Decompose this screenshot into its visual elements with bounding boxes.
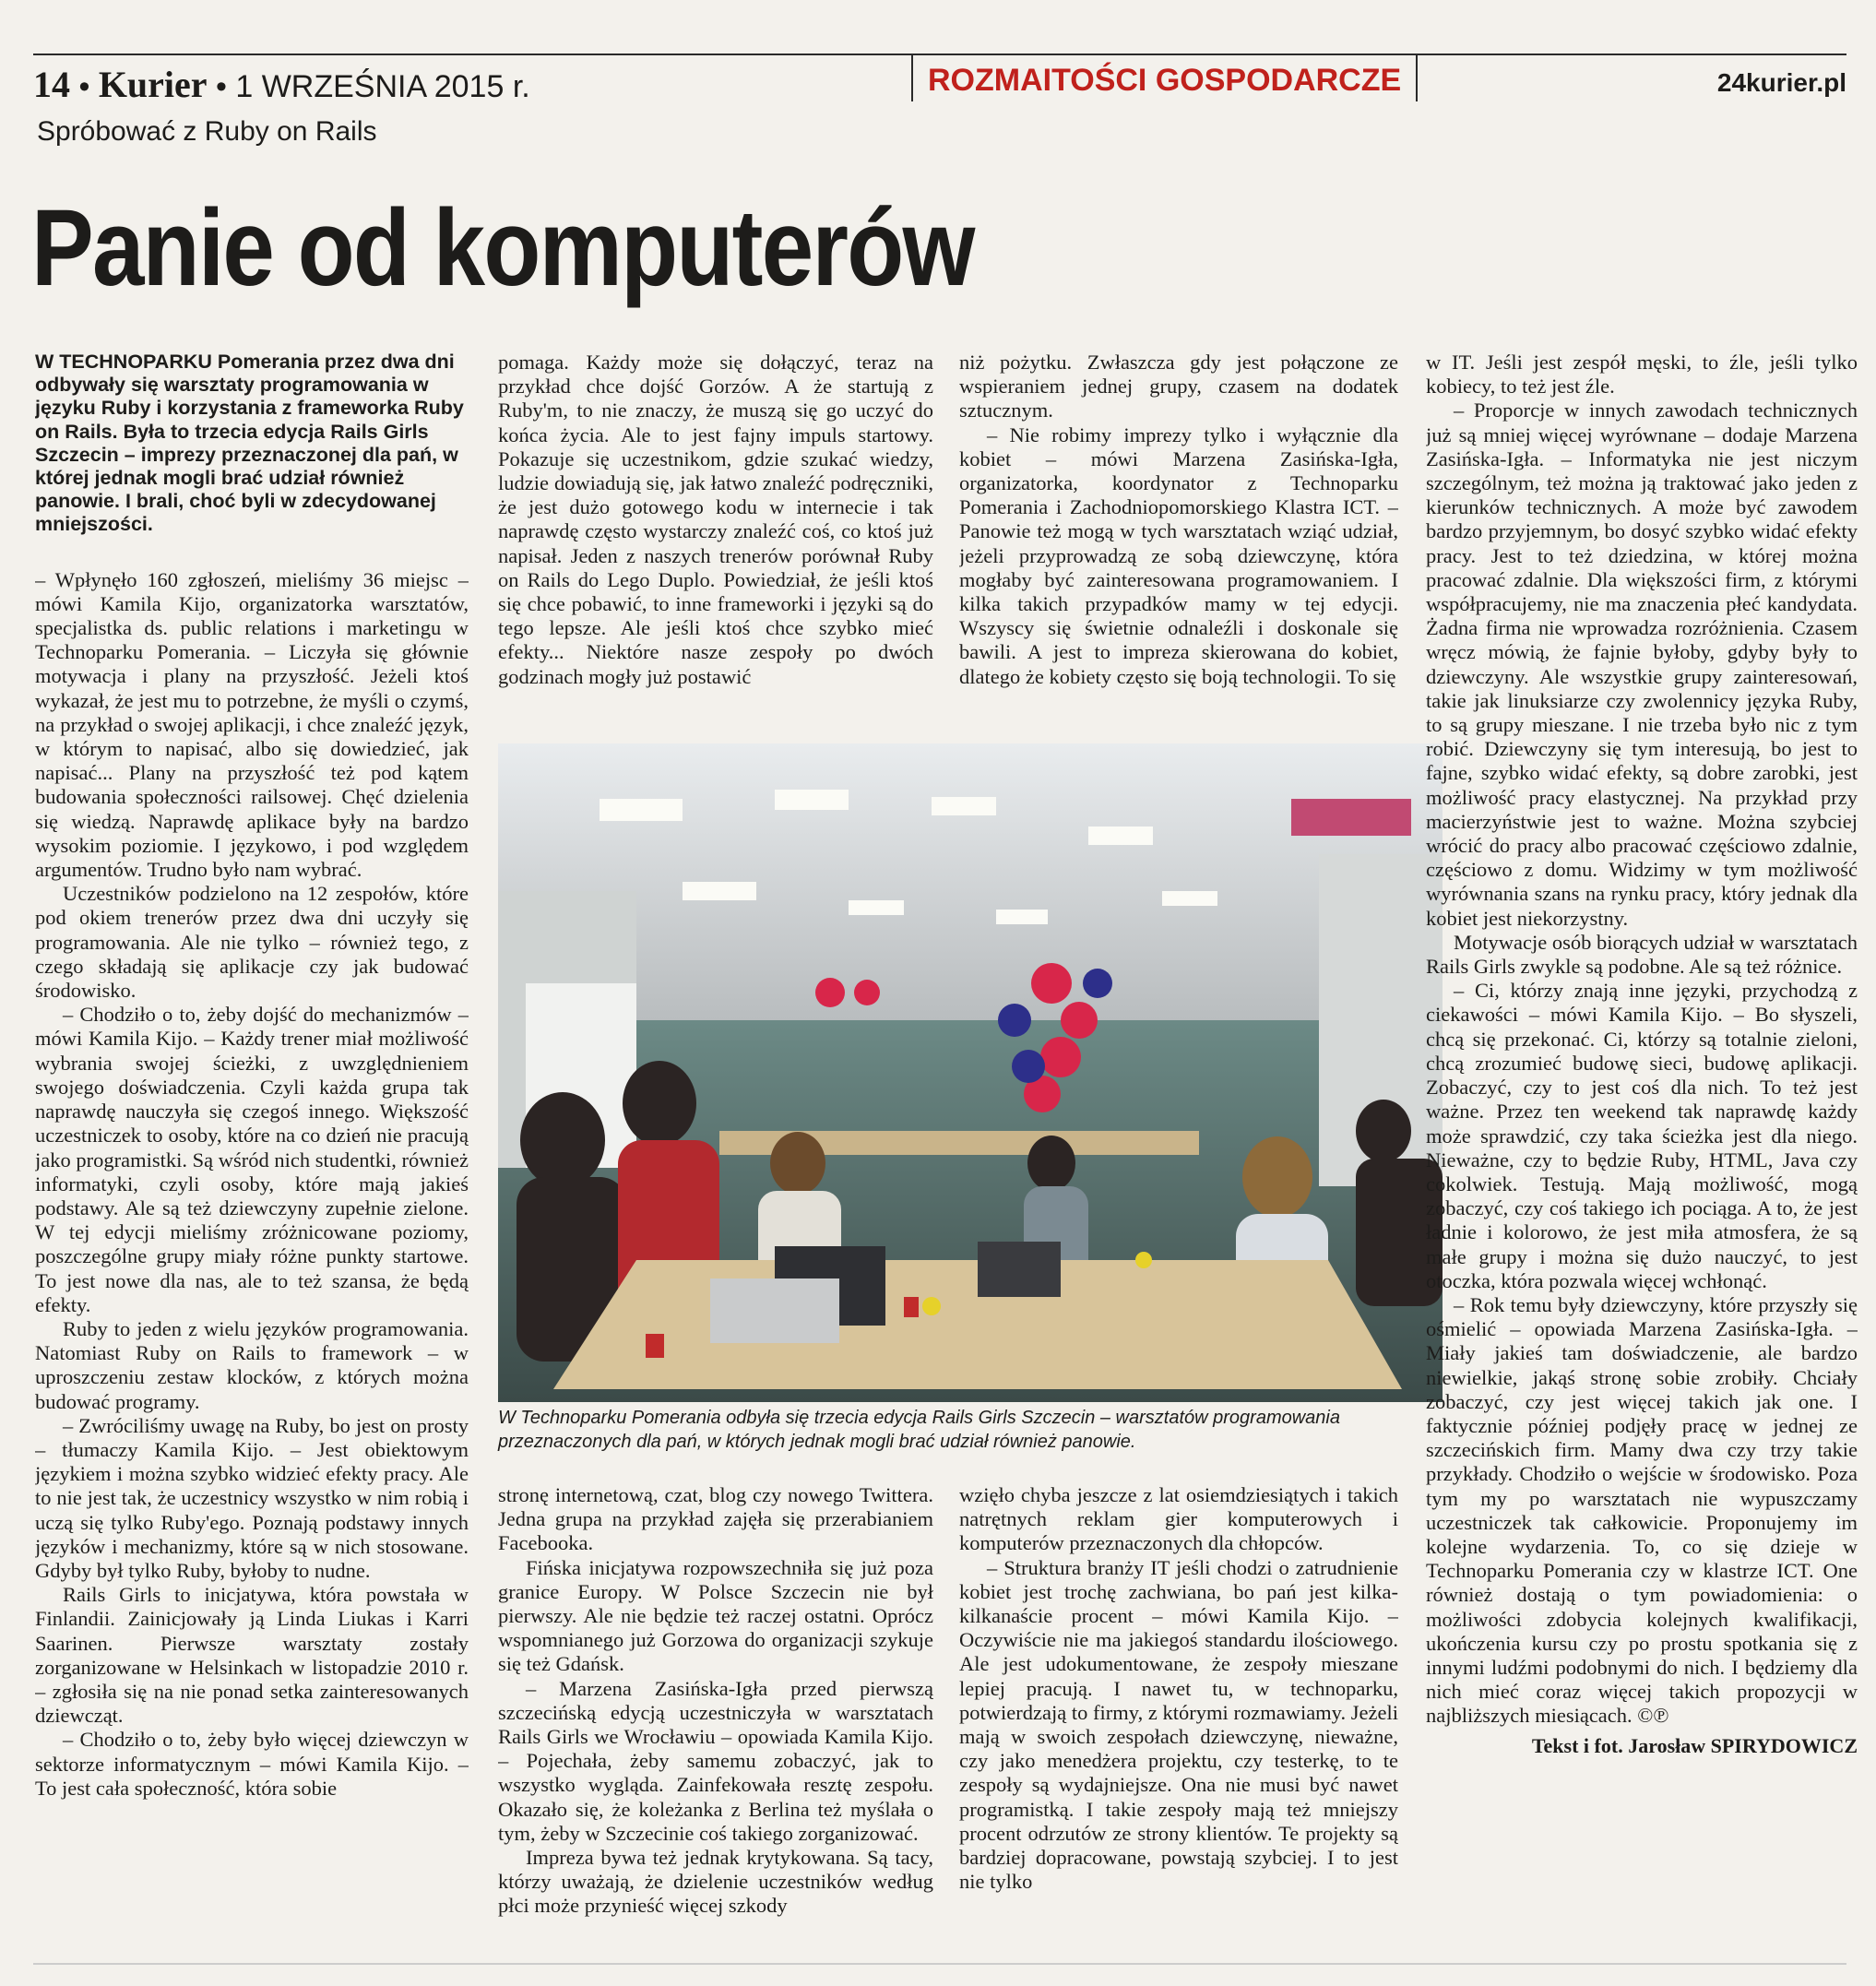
photo-caption: W Technoparku Pomerania odbyła się trzecia edycja Rails Girls Szczecin – warsztatów programowania przeznaczonych dla pań, w których jednak mogli brać udział również panowie. <box>498 1408 1340 1452</box>
paragraph: – Wpłynęło 160 zgłoszeń, mieliśmy 36 miejsc – mówi Kamila Kijo, organizatorka warsztatów, specjalistka ds. public relations i marketingu w Technoparku Pomerania. – Liczyła się głównie motywacja i plany na przyszłość. Jeżeli ktoś wykazał, że jest mu to potrzebne, że myśli o czymś, na przykład o swojej aplikacji, i chce znaleźć język, w którym to napisać, albo się dowiedzieć, jak napisać... Plany na przyszłość też pod kątem budowania społeczności railsowej. Chęć dzielenia się wiedzą. Naprawdę aplikace były na bardzo wysokim poziomie. I językowo, i pod względem argumentów. Trudno było nam wybrać. <box>35 567 469 882</box>
paragraph: Fińska inicjatywa rozpowszechniła się już poza granice Europy. W Polsce Szczecin nie był pierwszy. Ale nie będzie też raczej ostatni. Oprócz wspomnianego już Gorzowa do organizacji szykuje się też Gdańsk. <box>498 1555 933 1676</box>
byline: Tekst i fot. Jarosław SPIRYDOWICZ <box>1531 1733 1858 1757</box>
column-3-top <box>959 351 1398 731</box>
paragraph: niż pożytku. Zwłaszcza gdy jest połączone ze wspieraniem jednej grupy, czasem na dodatek sztucznym. <box>959 351 1398 422</box>
issue-date: 1 WRZEŚNIA 2015 r. <box>235 69 530 104</box>
paragraph: Rails Girls to inicjatywa, która powstała w Finlandii. Zainicjowały ją Linda Liukas i Karri Saarinen. Pierwsze warsztaty zostały zorganizowane w Helsinkach w listopadzie 2010 r. – zgłosiła się na nie ponad setka zainteresowanych dziewcząt. <box>35 1583 469 1728</box>
paragraph: – Rok temu były dziewczyny, które przyszły się ośmielić – opowiada Marzena Zasińska-Igła. – Miały jakieś tam doświadczenie, ale bardzo niewielkie, jakąś stronę sobie zrobiły. Chciały zobaczyć, czy jest więcej takich jak one. I faktycznie później podjęły pracę w jednej ze szczecińskich firm. Mamy dwa czy trzy takie przykłady. Chodziło o wejście w środowisko. Poza tym my po warsztatach nie wypuszczamy uczestniczek tak całkowicie. Proponujemy im kolejne wydarzenia. To, co się dzieje w Technoparku Pomerania czy w klastrze ICT. One również dostają o tym powiadomienia: o możliwości zdobycia kolejnych kwalifikacji, ukończenia kursu czy po prostu spotkania się z innymi ludźmi podobnymi do nich. I będziemy dla nich mieć coraz więcej takich propozycji w najbliższych miesiącach. ©℗ <box>1426 1292 1858 1728</box>
column-2-bottom <box>498 1483 933 1956</box>
paragraph: – Struktura branży IT jeśli chodzi o zatrudnienie kobiet jest trochę zachwiana, bo pań jest kilka-kilkanaście procent – mówi Kamila Kijo. – Oczywiście nie ma jakiegoś standardu ilościowego. Ale jest udokumentowane, że zespoły mieszane lepiej pracują. I nawet tu, w technoparku, potwierdzają to firmy, z którymi rozmawiamy. Jeżeli mają w swoich zespołach dziewczynę, nieważne, czy jako menedżera projektu, czy testerkę, to te zespoły są wydajniejsze. Ona nie musi być nawet programistką. I takie zespoły mają też mniejszy procent odrzutów ze strony klientów. Te projekty są bardziej dopracowane, powstają szybciej. I to jest nie tylko <box>959 1555 1398 1894</box>
paragraph: wzięło chyba jeszcze z lat osiemdziesiątych i takich natrętnych reklam gier komputerowych i komputerów przeznaczonych dla chłopców. <box>959 1483 1398 1555</box>
paragraph: – Nie robimy imprezy tylko i wyłącznie dla kobiet – mówi Marzena Zasińska-Igła, organizatorka, koordynator z Technoparku Pomerania i Zachodniopomorskiego Klastra ICT. – Panowie też mogą w tych warsztatach wziąć udział, jeżeli przyprowadzą ze sobą dziewczynę, która mogłaby być zainteresowana programowaniem. I kilka takich przypadków mamy w tej edycji. Wszyscy się świetnie odnaleźli i doskonale się bawili. A jest to impreza skierowana do kobiet, dlatego że kobiety często się boją technologii. To się <box>959 422 1398 688</box>
lead-paragraph <box>35 351 469 537</box>
paragraph: Ruby to jeden z wielu języków programowania. Natomiast Ruby on Rails to framework – w uproszczeniu zestaw klocków, z których można budować programy. <box>35 1316 469 1413</box>
column-4 <box>1426 351 1858 1956</box>
page-number: 14 <box>33 64 70 105</box>
paragraph: – Marzena Zasińska-Igła przed pierwszą szczecińską edycją uczestniczyła w warsztatach Rails Girls we Wrocławiu – opowiada Kamila Kijo. – Pojechała, żeby samemu zobaczyć, jak to wszystko wygląda. Zainfekowała resztę zespołu. Okazało się, że koleżanka z Berlina też myślała o tym, żeby w Szczecinie coś takiego zorganizować. <box>498 1676 933 1845</box>
column-4-body <box>1426 351 1858 1729</box>
paragraph: stronę internetową, czat, blog czy nowego Twittera. Jedna grupa na przykład zajęła się przerabianiem Facebooka. <box>498 1483 933 1555</box>
paragraph: w IT. Jeśli jest zespół męski, to źle, jeśli tylko kobiecy, to też jest źle. <box>1426 351 1858 398</box>
paragraph: – Zwróciliśmy uwagę na Ruby, bo jest on prosty – tłumaczy Kamila Kijo. – Jest obiektowym językiem i można szybko widzieć efekty pracy. Ale to nie jest tak, że uczestnicy wszystko w nim robią i uczą się tylko Ruby'ego. Poznają podstawy innych języków i mechanizmy, które są w nich stosowane. Gdyby był tylko Ruby, byłoby to nudne. <box>35 1413 469 1582</box>
paragraph: Impreza bywa też jednak krytykowana. Są tacy, którzy uważają, że dzielenie uczestników według płci może przynieść więcej szkody <box>498 1846 933 1918</box>
paragraph: pomaga. Każdy może się dołączyć, teraz na przykład chce dojść Gorzów. A że startują z Ruby'm, to nie znaczy, że muszą się go uczyć do końca życia. Ale to jest fajny impuls startowy. Pokazuje się uczestnikom, gdzie szukać wiedzy, ludzie dowiadują się, jak łatwo znaleźć podręczniki, że jest dużo gotowego kodu w internecie i tak naprawdę często wystarczy znaleźć coś, co ktoś już napisał. Jeden z naszych trenerów porównał Ruby on Rails do Lego Duplo. Powiedział, że jeśli ktoś się chce pobawić, to inne frameworki i języki są do tego lepsze. Ale jeśli ktoś chce szybko mieć efekty... Niektóre nasze zespoły po dwóch godzinach mogły już postawić <box>498 351 933 688</box>
masthead <box>33 54 1846 103</box>
section-title: ROZMAITOŚCI GOSPODARCZE <box>911 55 1418 101</box>
column-2-top <box>498 351 933 731</box>
paragraph: – Proporcje w innych zawodach technicznych już są mniej więcej wyrównane – dodaje Marzena Zasińska-Igła. – Informatyka nie jest niczym szczególnym, też można ją traktować jako jeden z kierunków technicznych. A może być zawodem bardzo przyjemnym, bo dosyć szybko widać efekty pracy. Jest to też dziedzina, w której można pracować zdalnie. Dla większości firm, z którymi współpracujemy, nie ma znaczenia płeć kandydata. Żadna firma nie wprowadza rozróżnienia. Czasem wręcz mówią, że fajnie byłoby, gdyby były to dziewczyny. Ale wszystkie grupy zainteresowań, takie jak linuksiarze czy zwolennicy języka Ruby, to są grupy mieszane. I nie trzeba było nic z tym robić. Dziewczyny się tym interesują, bo jest to fajne, szybko widać efekty, są dobre zarobki, jest możliwość pracy elastycznej. Na przykład przy macierzyństwie jest to ważne. Można szybciej wrócić do pracy albo pracować częściowo zdalnie, częściowo z domu. Widzimy w tym możliwość wyrównania szans na rynku pracy, który jednak dla kobiet jest niekorzystny. <box>1426 398 1858 930</box>
workshop-photo <box>498 743 1443 1402</box>
paragraph: Uczestników podzielono na 12 zespołów, które pod okiem trenerów przez dwa dni uczyły się programowania. Ale nie tylko – również tego, z czego składają się aplikacje czy jak budować środowisko. <box>35 882 469 1003</box>
paper-name: Kurier <box>98 64 208 105</box>
site-url: 24kurier.pl <box>1716 68 1846 97</box>
lead-caps: W TECHNOPARKU <box>35 351 212 373</box>
headline: Panie od komputerów <box>31 187 974 309</box>
column-3-bottom <box>959 1483 1398 1956</box>
bottom-rule <box>33 1963 1846 1965</box>
article-photo <box>498 743 1443 1402</box>
article-kicker: Spróbować z Ruby on Rails <box>37 116 377 147</box>
paragraph: – Chodziło o to, żeby było więcej dziewczyn w sektorze informatycznym – mówi Kamila Kijo. – To jest cała społeczność, która sobie <box>35 1728 469 1800</box>
paragraph: Motywacje osób biorących udział w warsztatach Rails Girls zwykle są podobne. Ale są też różnice. <box>1426 930 1858 979</box>
column-1 <box>35 351 469 1956</box>
paragraph: – Chodziło o to, żeby dojść do mechanizmów – mówi Kamila Kijo. – Każdy trener miał możliwość wybrania swojej ścieżki, z uwzględnieniem swojego doświadczenia. Czyli każda grupa tak naprawdę nauczyła się czegoś innego. Większość uczestniczek to osoby, które na co dzień nie pracują jako programistki. Są wśród nich studentki, również informatyki, czyli osoby, które mają jakieś podstawy. Ale są też dziewczyny zupełnie zielone. W tej edycji mieliśmy zróżnicowane poziomy, poszczególne grupy miały różne punkty startowe. To jest nowe dla nas, ale to też szansa, że będą efekty. <box>35 1003 469 1316</box>
paragraph: – Ci, którzy znają inne języki, przychodzą z ciekawości – mówi Kamila Kijo. – Bo słyszeli, chcą się przekonać. Ci, którzy są totalnie zieloni, chcą zrozumieć budowę sieci, budowę aplikacji. Zobaczyć, czy to jest coś dla nich. To też jest ważne. Przez ten weekend tak naprawdę każdy może sprawdzić, czy taka ścieżka jest dla niego. Nieważne, czy to będzie Ruby, HTML, Java czy cokolwiek. Testują. Mają możliwość, mogą zobaczyć, czy coś takiego ich pociąga. A to, że jest ładnie i kolorowo, że jest miła atmosfera, że są małe grupy i można się dużo nauczyć, to jest otoczka, która pozwala więcej wchłonąć. <box>1426 979 1858 1292</box>
column-1-body <box>35 568 469 1801</box>
page-info: 14 • Kurier • 1 WRZEŚNIA 2015 r. <box>33 64 530 105</box>
lead-text: Pomerania przez dwa dni odbywały się warsztaty programowania w języku Ruby i korzystania z frameworka Ruby on Rails. Była to trzecia edycja Rails Girls Szczecin – imprezy przeznaczonej dla pań, w której jednak mogli brać udział również panowie. I brali, choć byli w zdecydowanej mniejszości. <box>35 351 464 536</box>
